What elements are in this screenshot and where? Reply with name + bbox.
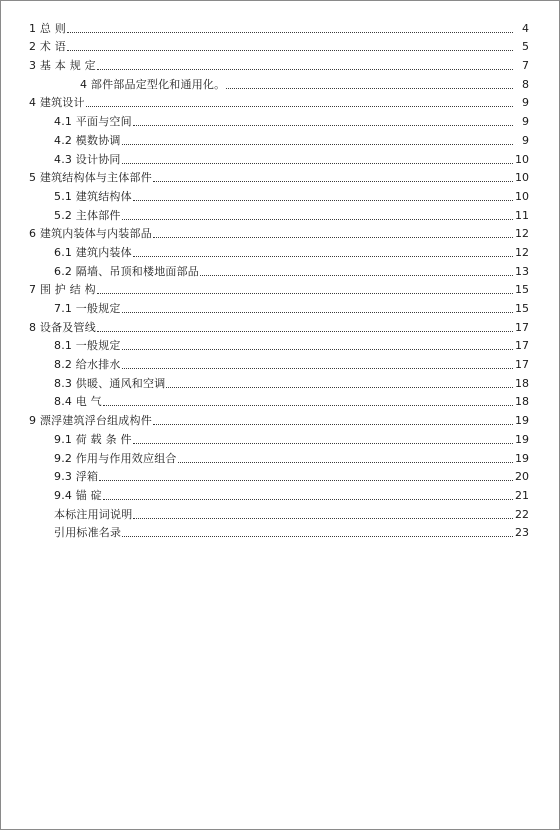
- toc-entry-title: 8.3 供暖、通风和空调: [54, 376, 166, 390]
- toc-entry[interactable]: [29, 391, 529, 410]
- toc-entry-page-number: 19: [515, 432, 529, 446]
- toc-dot-leader: [67, 49, 513, 51]
- toc-entry-page-number: 8: [522, 77, 529, 91]
- toc-entry-title: 引用标准名录: [54, 526, 122, 540]
- toc-dot-leader: [122, 143, 513, 145]
- toc-entry-page-number: 19: [515, 414, 529, 428]
- toc-dot-leader: [122, 218, 513, 220]
- toc-dot-leader: [67, 31, 513, 33]
- toc-entry-title: 8.1 一般规定: [54, 339, 121, 353]
- toc-entry-title: 7.1 一般规定: [54, 302, 121, 315]
- toc-entry[interactable]: [29, 241, 529, 260]
- toc-dot-leader: [122, 162, 513, 164]
- toc-entry[interactable]: [29, 335, 529, 354]
- toc-entry-title: 6 建筑内装体与内装部品: [29, 227, 152, 241]
- toc-entry[interactable]: [29, 204, 529, 223]
- toc-dot-leader: [153, 180, 513, 182]
- toc-entry-title: 6.1 建筑内装体: [54, 245, 132, 259]
- toc-dot-leader: [122, 367, 513, 369]
- toc-dot-leader: [122, 311, 513, 313]
- toc-entry-title: 本标注用词说明: [54, 507, 133, 521]
- toc-entry[interactable]: [29, 260, 529, 279]
- toc-entry[interactable]: [29, 503, 529, 522]
- toc-entry[interactable]: [29, 129, 529, 148]
- toc-entry-page-number: 10: [515, 152, 529, 166]
- toc-entry[interactable]: [29, 110, 529, 129]
- toc-entry-title: 9.2 作用与作用效应组合: [54, 451, 177, 465]
- toc-dot-leader: [99, 479, 513, 481]
- toc-entry-page-number: 23: [515, 526, 529, 540]
- toc-entry-title: 4.3 设计协同: [54, 152, 121, 166]
- toc-entry-page-number: 13: [515, 264, 529, 278]
- toc-entry-title: 8.4 电 气: [54, 395, 102, 409]
- toc-entry[interactable]: [29, 148, 529, 167]
- toc-entry-page-number: 17: [515, 358, 529, 372]
- toc-entry[interactable]: [29, 92, 529, 111]
- toc-entry[interactable]: [29, 223, 529, 242]
- toc-entry[interactable]: [29, 167, 529, 186]
- toc-entry-page-number: 15: [515, 283, 529, 297]
- toc-entry-title: 9 漂浮建筑浮台组成构件: [29, 414, 152, 428]
- toc-entry-page-number: 7: [522, 59, 529, 73]
- toc-entry[interactable]: [29, 484, 529, 503]
- toc-dot-leader: [97, 68, 513, 70]
- toc-entry-title: 1 总 则: [29, 21, 66, 35]
- toc-dot-leader: [166, 386, 513, 388]
- toc-entry-title: 5.2 主体部件: [54, 208, 121, 222]
- toc-entry-title: 4.1 平面与空间: [54, 115, 132, 129]
- toc-entry-page-number: 22: [515, 507, 529, 521]
- toc-entry-page-number: 12: [515, 245, 529, 259]
- toc-entry-page-number: 4: [522, 21, 529, 35]
- toc-entry[interactable]: [29, 73, 529, 92]
- toc-dot-leader: [97, 330, 513, 332]
- toc-dot-leader: [178, 461, 513, 463]
- toc-entry[interactable]: [29, 54, 529, 73]
- toc-entry-page-number: 21: [515, 488, 529, 502]
- table-of-contents: [29, 17, 529, 540]
- toc-entry-title: 8 设备及管线: [29, 320, 96, 334]
- toc-dot-leader: [133, 255, 513, 257]
- toc-entry-title: 7 围 护 结 构: [29, 283, 96, 297]
- toc-dot-leader: [133, 124, 513, 126]
- toc-entry-title: 3 基 本 规 定: [29, 59, 96, 73]
- toc-entry-title: 9.4 锚 碇: [54, 488, 102, 502]
- toc-dot-leader: [153, 423, 513, 425]
- toc-entry-page-number: 15: [515, 302, 529, 315]
- toc-entry[interactable]: [29, 522, 529, 541]
- toc-dot-leader: [133, 199, 513, 201]
- toc-entry-page-number: 5: [522, 40, 529, 54]
- toc-entry[interactable]: [29, 316, 529, 335]
- toc-entry-page-number: 19: [515, 451, 529, 465]
- toc-dot-leader: [133, 517, 513, 519]
- toc-entry-page-number: 10: [515, 171, 529, 185]
- toc-dot-leader: [153, 236, 513, 238]
- toc-entry[interactable]: [29, 185, 529, 204]
- toc-entry-page-number: 12: [515, 227, 529, 241]
- toc-dot-leader: [103, 404, 513, 406]
- toc-entry-title: 4 部件部品定型化和通用化。: [80, 77, 226, 91]
- toc-entry[interactable]: [29, 372, 529, 391]
- toc-entry[interactable]: [29, 428, 529, 447]
- toc-dot-leader: [226, 87, 513, 89]
- toc-dot-leader: [103, 498, 513, 500]
- toc-entry-page-number: 10: [515, 189, 529, 203]
- toc-entry[interactable]: [29, 17, 529, 36]
- toc-entry-page-number: 20: [515, 470, 529, 484]
- toc-entry-title: 9.3 浮箱: [54, 470, 99, 484]
- toc-entry-page-number: 11: [515, 208, 529, 222]
- toc-entry-page-number: 9: [522, 96, 529, 110]
- toc-dot-leader: [133, 442, 513, 444]
- toc-entry[interactable]: [29, 353, 529, 372]
- toc-entry[interactable]: [29, 297, 529, 316]
- toc-entry-page-number: 18: [515, 376, 529, 390]
- toc-entry-page-number: 9: [522, 133, 529, 147]
- toc-entry[interactable]: [29, 466, 529, 485]
- toc-entry[interactable]: [29, 279, 529, 298]
- toc-entry-title: 8.2 给水排水: [54, 358, 121, 372]
- toc-entry-page-number: 18: [515, 395, 529, 409]
- toc-entry-title: 4 建筑设计: [29, 96, 85, 110]
- toc-entry[interactable]: [29, 36, 529, 55]
- toc-entry-title: 2 术 语: [29, 40, 66, 54]
- toc-dot-leader: [86, 105, 513, 107]
- toc-dot-leader: [200, 274, 513, 276]
- toc-entry-page-number: 17: [515, 320, 529, 334]
- toc-entry-title: 6.2 隔墙、吊顶和楼地面部品: [54, 264, 199, 278]
- toc-entry[interactable]: [29, 447, 529, 466]
- toc-entry-title: 4.2 模数协调: [54, 133, 121, 147]
- toc-entry-title: 5 建筑结构体与主体部件: [29, 171, 152, 185]
- toc-entry-page-number: 9: [522, 115, 529, 129]
- toc-dot-leader: [122, 348, 513, 350]
- toc-entry[interactable]: [29, 409, 529, 428]
- toc-entry-title: 5.1 建筑结构体: [54, 189, 132, 203]
- toc-dot-leader: [97, 292, 513, 294]
- toc-dot-leader: [122, 535, 513, 537]
- toc-entry-page-number: 17: [515, 339, 529, 353]
- toc-entry-title: 9.1 荷 载 条 件: [54, 432, 132, 446]
